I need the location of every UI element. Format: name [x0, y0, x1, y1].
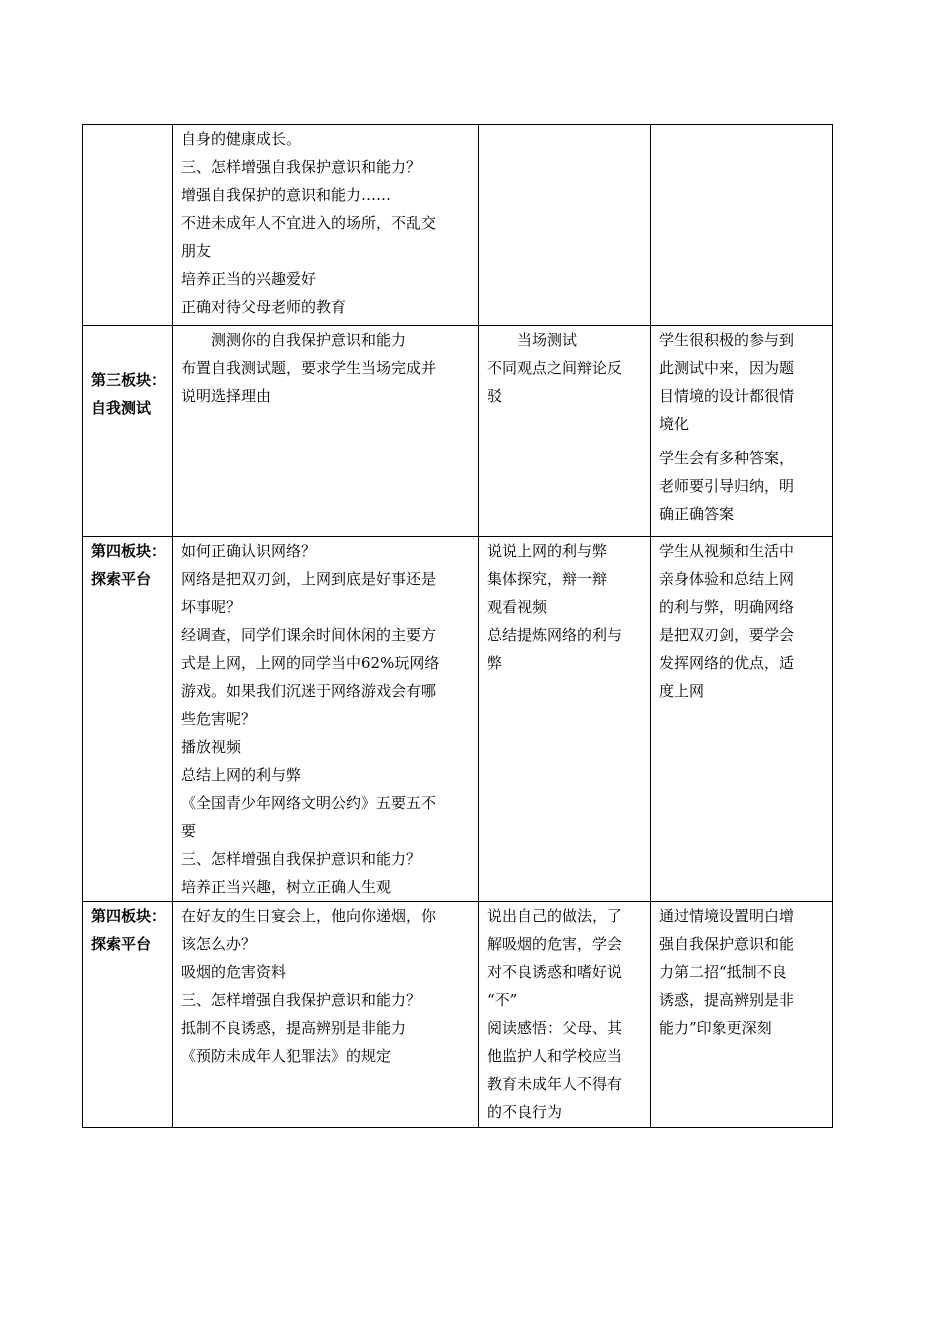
- section-cell: 第四板块：探索平台: [83, 537, 173, 902]
- section-cell: [83, 125, 173, 326]
- activity-cell: [479, 125, 651, 326]
- section-cell: 第三板块：自我测试: [83, 326, 173, 537]
- lesson-plan-table: [82, 124, 833, 1128]
- table-row: [83, 902, 833, 1128]
- table-row: [83, 537, 833, 902]
- content-cell: 测测你的自我保护意识和能力 布置自我测试题，要求学生当场完成并 说明选择理由: [173, 326, 479, 537]
- notes-cell: 学生很积极的参与到 此测试中来，因为题 目情境的设计都很情 境化 学生会有多种答案， 老师要引导归纳，明 确正确答案: [651, 326, 833, 537]
- notes-cell: 学生从视频和生活中 亲身体验和总结上网 的利与弊，明确网络 是把双刃剑，要学会 发挥网络的优点，适 度上网: [651, 537, 833, 902]
- notes-cell: [651, 125, 833, 326]
- activity-cell: 当场测试 不同观点之间辩论反 驳: [479, 326, 651, 537]
- lesson-plan-body: [83, 125, 833, 1128]
- notes-cell: 通过情境设置明白增 强自我保护意识和能 力第二招“抵制不良 诱惑，提高辨别是非 能力”印象更深刻: [651, 902, 833, 1128]
- section-cell: 第四板块：探索平台: [83, 902, 173, 1128]
- table-row: [83, 326, 833, 537]
- content-cell: 自身的健康成长。 三、怎样增强自我保护意识和能力？ 增强自我保护的意识和能力…… 不进未成年人不宜进入的场所，不乱交 朋友 培养正当的兴趣爱好 正确对待父母老师的教育: [173, 125, 479, 326]
- content-cell: 如何正确认识网络？ 网络是把双刃剑，上网到底是好事还是 坏事呢？ 经调查，同学们课余时间休闲的主要方 式是上网，上网的同学当中62%玩网络 游戏。如果我们沉迷于网络游戏会有哪 些危害呢？ 播放视频 总结上网的利与弊 《全国青少年网络文明公约》五要五不 要 三、怎样增强自我保护意识和能力？ 培养正当兴趣，树立正确人生观: [173, 537, 479, 902]
- activity-cell: 说出自己的做法，了 解吸烟的危害，学会 对不良诱惑和嗜好说 “不” 阅读感悟：父母、其 他监护人和学校应当 教育未成年人不得有 的不良行为: [479, 902, 651, 1128]
- content-cell: 在好友的生日宴会上，他向你递烟，你 该怎么办？ 吸烟的危害资料 三、怎样增强自我保护意识和能力？ 抵制不良诱惑，提高辨别是非能力 《预防未成年人犯罪法》的规定: [173, 902, 479, 1128]
- activity-cell: 说说上网的利与弊 集体探究，辩一辩 观看视频 总结提炼网络的利与 弊: [479, 537, 651, 902]
- table-row: [83, 125, 833, 326]
